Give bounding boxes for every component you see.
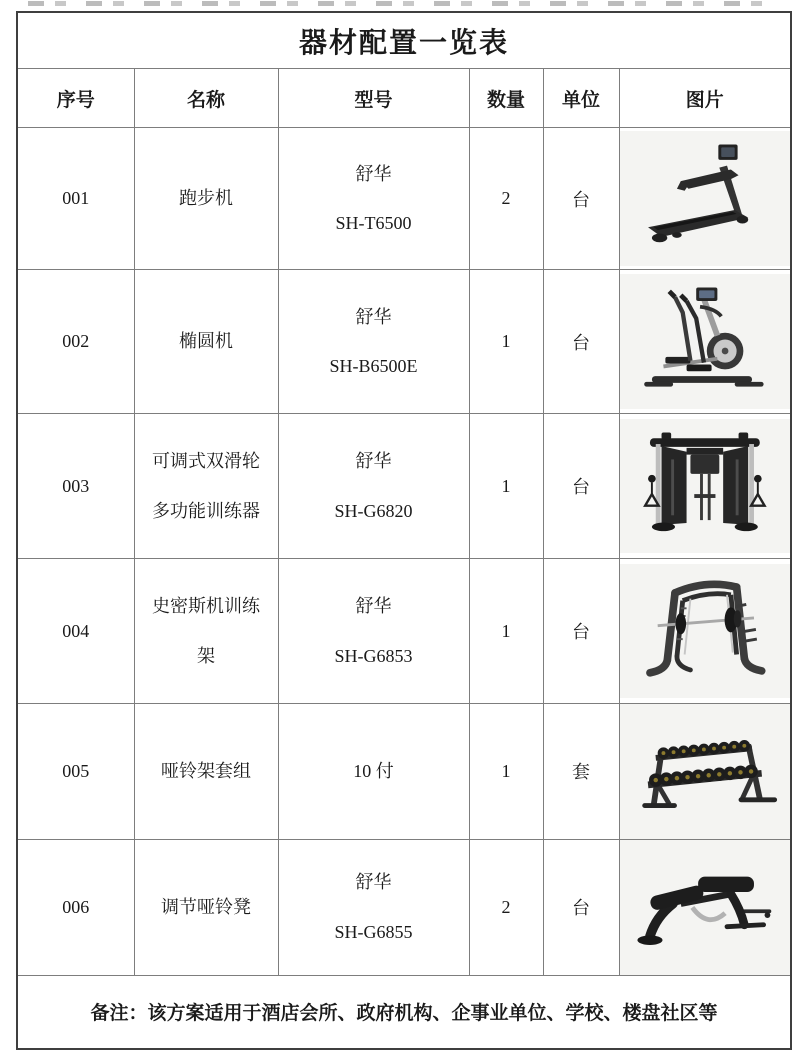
quantity-cell: 1 [469, 559, 543, 704]
image-cell [619, 704, 791, 840]
remark-note: 备注：该方案适用于酒店会所、政府机构、企事业单位、学校、楼盘社区等 [17, 975, 791, 1049]
equipment-name-cell [134, 559, 278, 704]
equipment-name-line: 架 [197, 645, 215, 666]
model-line: 舒华 [355, 451, 392, 471]
unit-cell: 台 [543, 270, 619, 414]
equipment-name-line: 史密斯机训练 [152, 596, 260, 616]
model-line: 舒华 [355, 872, 392, 893]
serial-cell: 003 [17, 414, 134, 559]
header-image: 图片 [619, 69, 791, 128]
equipment-name-cell [134, 839, 278, 975]
unit-cell: 台 [543, 128, 619, 270]
serial-cell: 004 [17, 559, 134, 704]
table-row [17, 559, 791, 704]
serial-cell: 002 [17, 270, 134, 414]
equipment-name-cell [134, 414, 278, 559]
model-cell [278, 839, 469, 975]
elliptical-image [620, 274, 791, 409]
table-row [17, 414, 791, 559]
image-cell [619, 839, 791, 975]
quantity-cell: 2 [469, 128, 543, 270]
equipment-name-line: 调节哑铃凳 [161, 896, 251, 917]
equipment-name-cell [134, 704, 278, 840]
model-cell [278, 559, 469, 704]
table-row [17, 839, 791, 975]
model-line: SH-G6820 [334, 500, 413, 521]
image-cell [619, 128, 791, 270]
cropped-text-remnant [28, 1, 772, 6]
equipment-name-line: 哑铃架套组 [161, 761, 251, 782]
table-row [17, 270, 791, 414]
model-line: 舒华 [355, 596, 392, 616]
model-line: SH-T6500 [335, 213, 412, 233]
header-name: 名称 [134, 69, 278, 128]
model-cell [278, 414, 469, 559]
model-cell [278, 128, 469, 270]
model-line: 舒华 [355, 163, 392, 184]
image-cell [619, 559, 791, 704]
equipment-name-cell [134, 128, 278, 270]
header-serial: 序号 [17, 69, 134, 128]
serial-cell: 006 [17, 839, 134, 975]
unit-cell: 台 [543, 559, 619, 704]
image-cell [619, 270, 791, 414]
unit-cell: 套 [543, 704, 619, 840]
header-quantity: 数量 [469, 69, 543, 128]
smith-machine-image [620, 564, 791, 699]
equipment-name-line: 跑步机 [179, 188, 233, 209]
treadmill-image [620, 131, 791, 266]
table-row [17, 128, 791, 270]
model-line: SH-G6855 [334, 921, 413, 942]
unit-cell: 台 [543, 414, 619, 559]
adjustable-bench-image [620, 840, 791, 975]
model-line: SH-B6500E [329, 356, 418, 376]
image-cell [619, 414, 791, 559]
serial-cell: 005 [17, 704, 134, 840]
model-line: 10 付 [353, 761, 394, 782]
header-model: 型号 [278, 69, 469, 128]
dumbbell-rack-image [620, 704, 791, 839]
serial-cell: 001 [17, 128, 134, 270]
equipment-name-line: 多功能训练器 [152, 500, 260, 521]
equipment-name-line: 可调式双滑轮 [152, 451, 260, 471]
unit-cell: 台 [543, 839, 619, 975]
equipment-table [16, 11, 792, 1050]
equipment-rows [17, 128, 791, 976]
model-line: 舒华 [355, 306, 392, 327]
table-title-row [17, 12, 791, 69]
quantity-cell: 1 [469, 414, 543, 559]
quantity-cell: 2 [469, 839, 543, 975]
quantity-cell: 1 [469, 704, 543, 840]
model-cell [278, 704, 469, 840]
functional-trainer-image [620, 419, 791, 554]
equipment-name-line: 椭圆机 [179, 331, 233, 352]
model-line: SH-G6853 [334, 645, 413, 666]
header-unit: 单位 [543, 69, 619, 128]
model-cell [278, 270, 469, 414]
equipment-name-cell [134, 270, 278, 414]
table-row [17, 704, 791, 840]
table-header-row [17, 69, 791, 128]
quantity-cell: 1 [469, 270, 543, 414]
remark-row [17, 975, 791, 1049]
table-title: 器材配置一览表 [17, 12, 791, 69]
